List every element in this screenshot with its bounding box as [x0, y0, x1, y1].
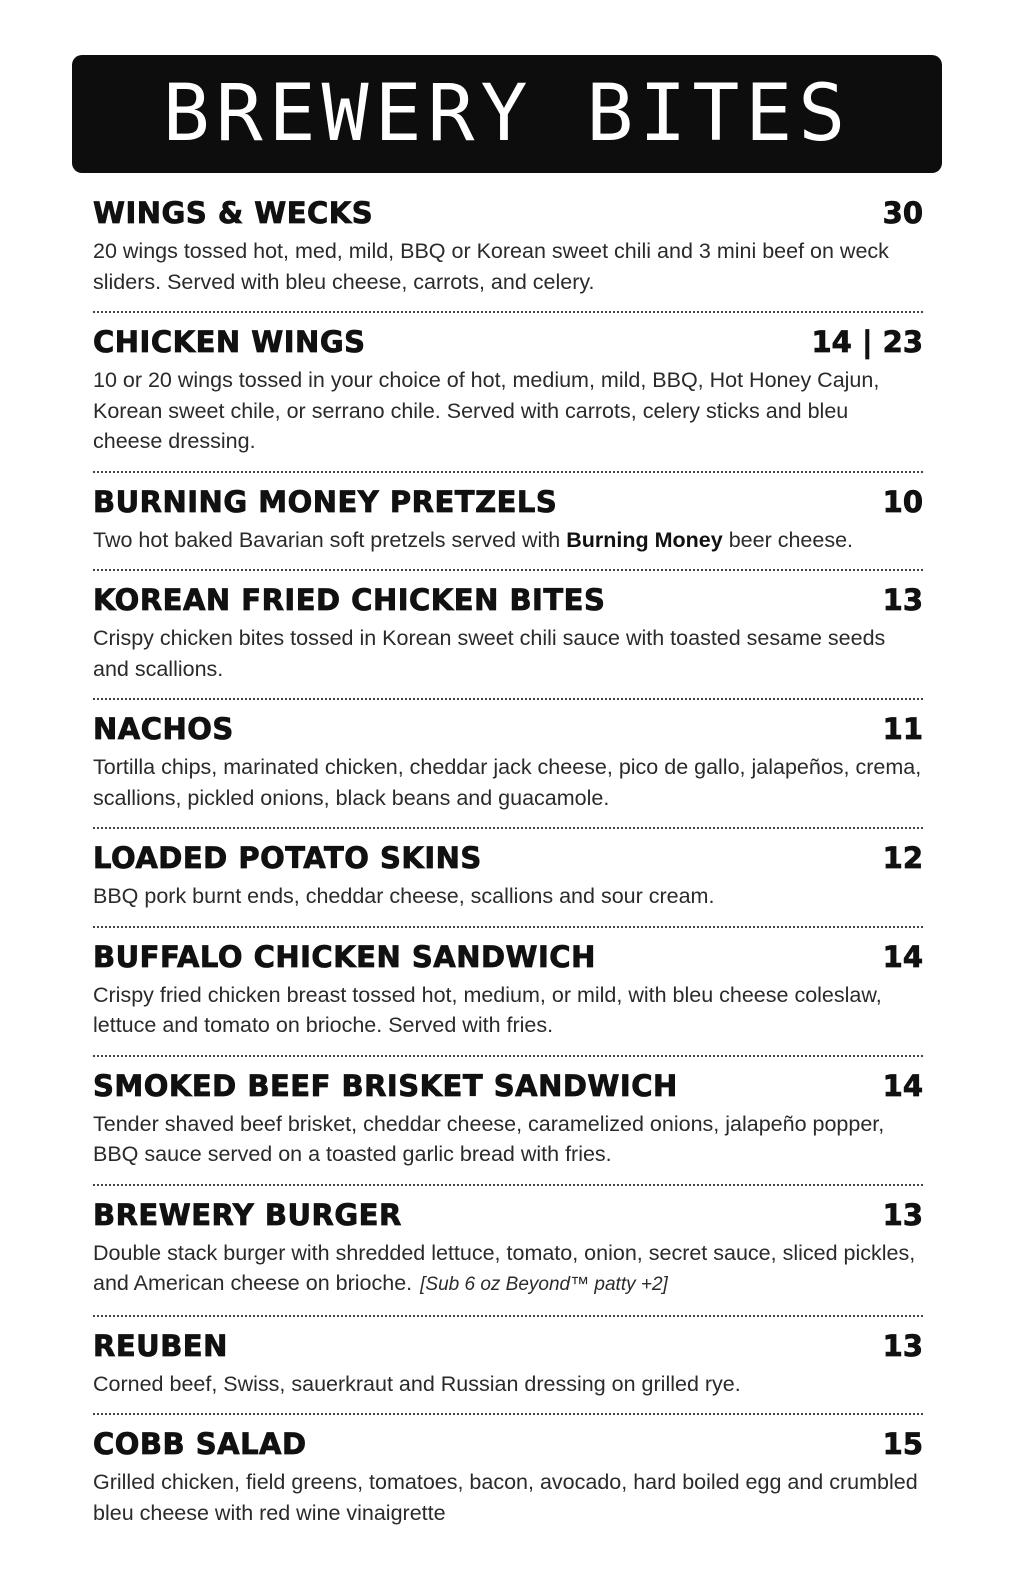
menu-item-chicken-wings	[93, 325, 923, 457]
menu-item-price: 13	[882, 583, 923, 617]
description-text: Double stack burger with shredded lettuce, tomato, onion, secret sauce, sliced pickles, and American cheese on brioche.	[93, 1240, 916, 1295]
menu-item-header	[93, 712, 923, 752]
menu-item-description: Tender shaved beef brisket, cheddar cheese, caramelized onions, jalapeño popper, BBQ sauce served on a toasted garlic bread with fries.	[93, 1111, 885, 1166]
menu-item-description: BBQ pork burnt ends, cheddar cheese, scallions and sour cream.	[93, 884, 715, 908]
description-text: Two hot baked Bavarian soft pretzels served with	[93, 527, 567, 552]
menu-item-name: LOADED POTATO SKINS	[93, 841, 482, 875]
menu-item-name: BUFFALO CHICKEN SANDWICH	[93, 939, 596, 974]
menu-item-description	[93, 525, 923, 556]
menu-item-name: NACHOS	[93, 712, 234, 746]
menu-item-header	[93, 485, 923, 525]
menu-item-description: Crispy chicken bites tossed in Korean sweet chili sauce with toasted sesame seeds and scallions.	[93, 626, 886, 681]
menu-item-price: 10	[882, 484, 923, 519]
menu-item-description: Crispy fried chicken breast tossed hot, medium, or mild, with bleu cheese coleslaw, lettuce and tomato on brioche. Served with fries.	[93, 982, 882, 1037]
menu-item-header	[93, 196, 923, 236]
menu-item-header	[93, 1427, 923, 1467]
menu-item-header	[93, 583, 923, 623]
menu-item-description: 20 wings tossed hot, med, mild, BBQ or Korean sweet chili and 3 mini beef on weck sliders. Served with bleu cheese, carrots, and celery.	[93, 239, 889, 294]
menu-item-price: 13	[882, 1197, 923, 1232]
menu-item-name: KOREAN FRIED CHICKEN BITES	[93, 583, 606, 617]
menu-item-price: 14	[882, 1068, 923, 1103]
menu-item-description: 10 or 20 wings tossed in your choice of hot, medium, mild, BBQ, Hot Honey Cajun, Korean sweet chile, or serrano chile. Served with carrots, celery sticks and bleu cheese dressing.	[93, 368, 880, 453]
page-title: BREWERY BITES	[162, 69, 852, 159]
menu-item-price: 30	[882, 196, 923, 230]
menu-item-description: Corned beef, Swiss, sauerkraut and Russian dressing on grilled rye.	[93, 1371, 741, 1396]
menu-item-reuben	[93, 1329, 923, 1400]
menu-item-loaded-potato-skins	[93, 841, 923, 912]
menu-item-price: 15	[882, 1427, 923, 1461]
menu-item-header	[93, 1069, 923, 1109]
menu-item-description	[93, 1238, 923, 1301]
menu-list	[93, 196, 923, 1528]
menu-item-name: COBB SALAD	[93, 1427, 307, 1461]
menu-item-header	[93, 1329, 923, 1369]
menu-item-name: BREWERY BURGER	[93, 1197, 402, 1232]
header-banner	[72, 55, 942, 173]
menu-item-name: REUBEN	[93, 1328, 228, 1363]
menu-item-brewery-burger	[93, 1198, 923, 1301]
menu-item-price: 14 | 23	[811, 325, 923, 359]
menu-item-name: BURNING MONEY PRETZELS	[93, 484, 558, 519]
menu-item-name: CHICKEN WINGS	[93, 325, 366, 359]
menu-item-header	[93, 940, 923, 980]
menu-item-name: SMOKED BEEF BRISKET SANDWICH	[93, 1068, 678, 1103]
menu-item-price: 12	[882, 841, 923, 875]
menu-item-korean-fried-chicken-bites	[93, 583, 923, 684]
menu-item-name: WINGS & WECKS	[93, 196, 374, 230]
menu-item-header	[93, 1198, 923, 1238]
menu-item-header	[93, 841, 923, 881]
substitution-note: [Sub 6 oz Beyond™ patty +2]	[420, 1274, 668, 1295]
menu-item-price: 11	[882, 712, 923, 746]
beer-name: Burning Money	[566, 527, 723, 552]
menu-item-price: 13	[882, 1328, 923, 1363]
menu-item-description: Tortilla chips, marinated chicken, cheddar jack cheese, pico de gallo, jalapeños, crema, scallions, pickled onions, black beans and guacamole.	[93, 755, 922, 810]
menu-item-price: 14	[882, 939, 923, 974]
menu-item-cobb-salad	[93, 1427, 923, 1528]
menu-item-wings-and-wecks	[93, 196, 923, 297]
menu-item-burning-money-pretzels	[93, 485, 923, 556]
menu-item-description: Grilled chicken, field greens, tomatoes, bacon, avocado, hard boiled egg and crumbled bleu cheese with red wine vinaigrette	[93, 1470, 918, 1525]
menu-item-nachos	[93, 712, 923, 813]
menu-item-buffalo-chicken-sandwich	[93, 940, 923, 1041]
menu-item-smoked-beef-brisket-sandwich	[93, 1069, 923, 1170]
description-text: beer cheese.	[722, 527, 853, 552]
menu-item-header	[93, 325, 923, 365]
